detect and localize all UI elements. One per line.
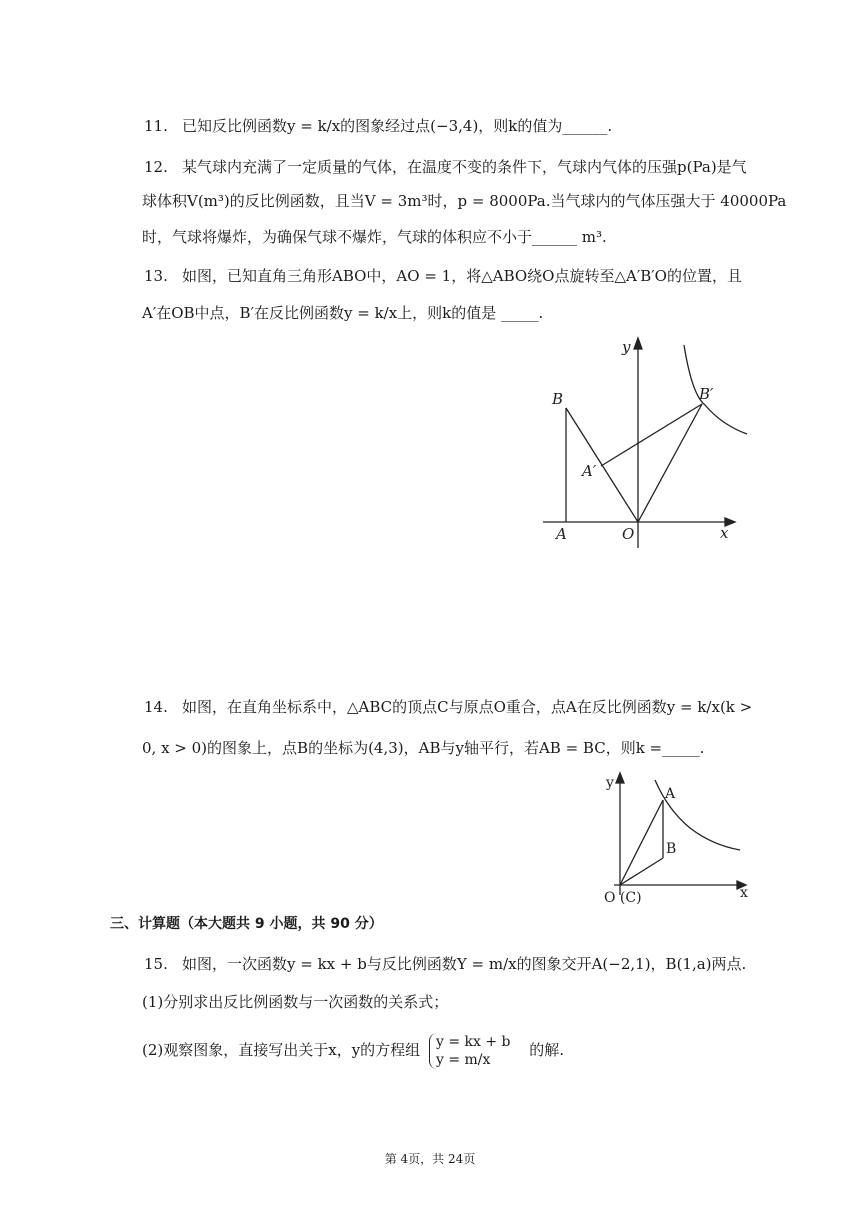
question-12-line3: 时，气球将爆炸，为确保气球不爆炸，气球的体积应不小于______ m³. bbox=[142, 228, 607, 246]
question-number: 13. bbox=[144, 267, 168, 285]
label-OC: O (C) bbox=[604, 890, 642, 906]
label-O: O bbox=[622, 525, 635, 543]
label-B: B bbox=[552, 390, 564, 408]
label-y: y bbox=[622, 338, 631, 356]
label-y: y bbox=[606, 775, 614, 791]
label-x: x bbox=[740, 885, 748, 901]
equation-1: y = kx + b bbox=[435, 1034, 511, 1050]
question-15 bbox=[144, 947, 746, 981]
question-text: 已知反比例函数y = k/x的图象经过点(−3,4)，则k的值为______. bbox=[182, 117, 613, 135]
question-number: 11. bbox=[144, 117, 168, 135]
question-text-line1: 如图，已知直角三角形ABO中，AO = 1，将△ABO绕O点旋转至△A′B′O的位置，且 bbox=[182, 267, 742, 285]
label-Bp: B′ bbox=[699, 385, 714, 403]
equation-2: y = m/x bbox=[435, 1052, 491, 1068]
question-15-part2 bbox=[142, 1033, 564, 1069]
question-15-part1: (1)分别求出反比例函数与一次函数的关系式； bbox=[142, 993, 449, 1011]
question-number: 14. bbox=[144, 698, 168, 716]
question-13-line2: A′在OB中点，B′在反比例函数y = k/x上，则k的值是 _____. bbox=[142, 304, 544, 322]
label-x: x bbox=[720, 524, 729, 542]
question-14-line2: 0, x > 0)的图象上，点B的坐标为(4,3)，AB与y轴平行，若AB = BC，则k =_____. bbox=[142, 739, 705, 757]
question-text-line1: 某气球内充满了一定质量的气体，在温度不变的条件下，气球内气体的压强p(Pa)是气 bbox=[182, 158, 747, 176]
y-axis-arrow bbox=[616, 773, 624, 783]
question-number: 12. bbox=[144, 158, 168, 176]
equation-system bbox=[429, 1033, 511, 1069]
question-12-line2: 球体积V(m³)的反比例函数，且当V = 3m³时，p = 8000Pa.当气球内的气体压强大于 40000Pa bbox=[142, 192, 787, 210]
question-number: 15. bbox=[144, 955, 168, 973]
section-heading: 三、计算题（本大题共 9 小题，共 90 分） bbox=[110, 916, 383, 932]
label-A: A bbox=[665, 786, 676, 802]
part2-text: (2)观察图象，直接写出关于x，y的方程组 bbox=[142, 1041, 421, 1059]
question-text-line1: 如图，一次函数y = kx + b与反比例函数Y = m/x的图象交开A(−2,1)，B(1,a)两点. bbox=[182, 955, 747, 973]
question-text-line1: 如图，在直角坐标系中，△ABC的顶点C与原点O重合，点A在反比例函数y = k/x(k > bbox=[182, 698, 753, 716]
label-B: B bbox=[666, 841, 677, 857]
label-A: A bbox=[556, 525, 567, 543]
label-Ap: A′ bbox=[582, 462, 597, 480]
page-footer: 第 4页，共 24页 bbox=[384, 1152, 476, 1166]
part2-text-end: 的解. bbox=[529, 1041, 565, 1059]
